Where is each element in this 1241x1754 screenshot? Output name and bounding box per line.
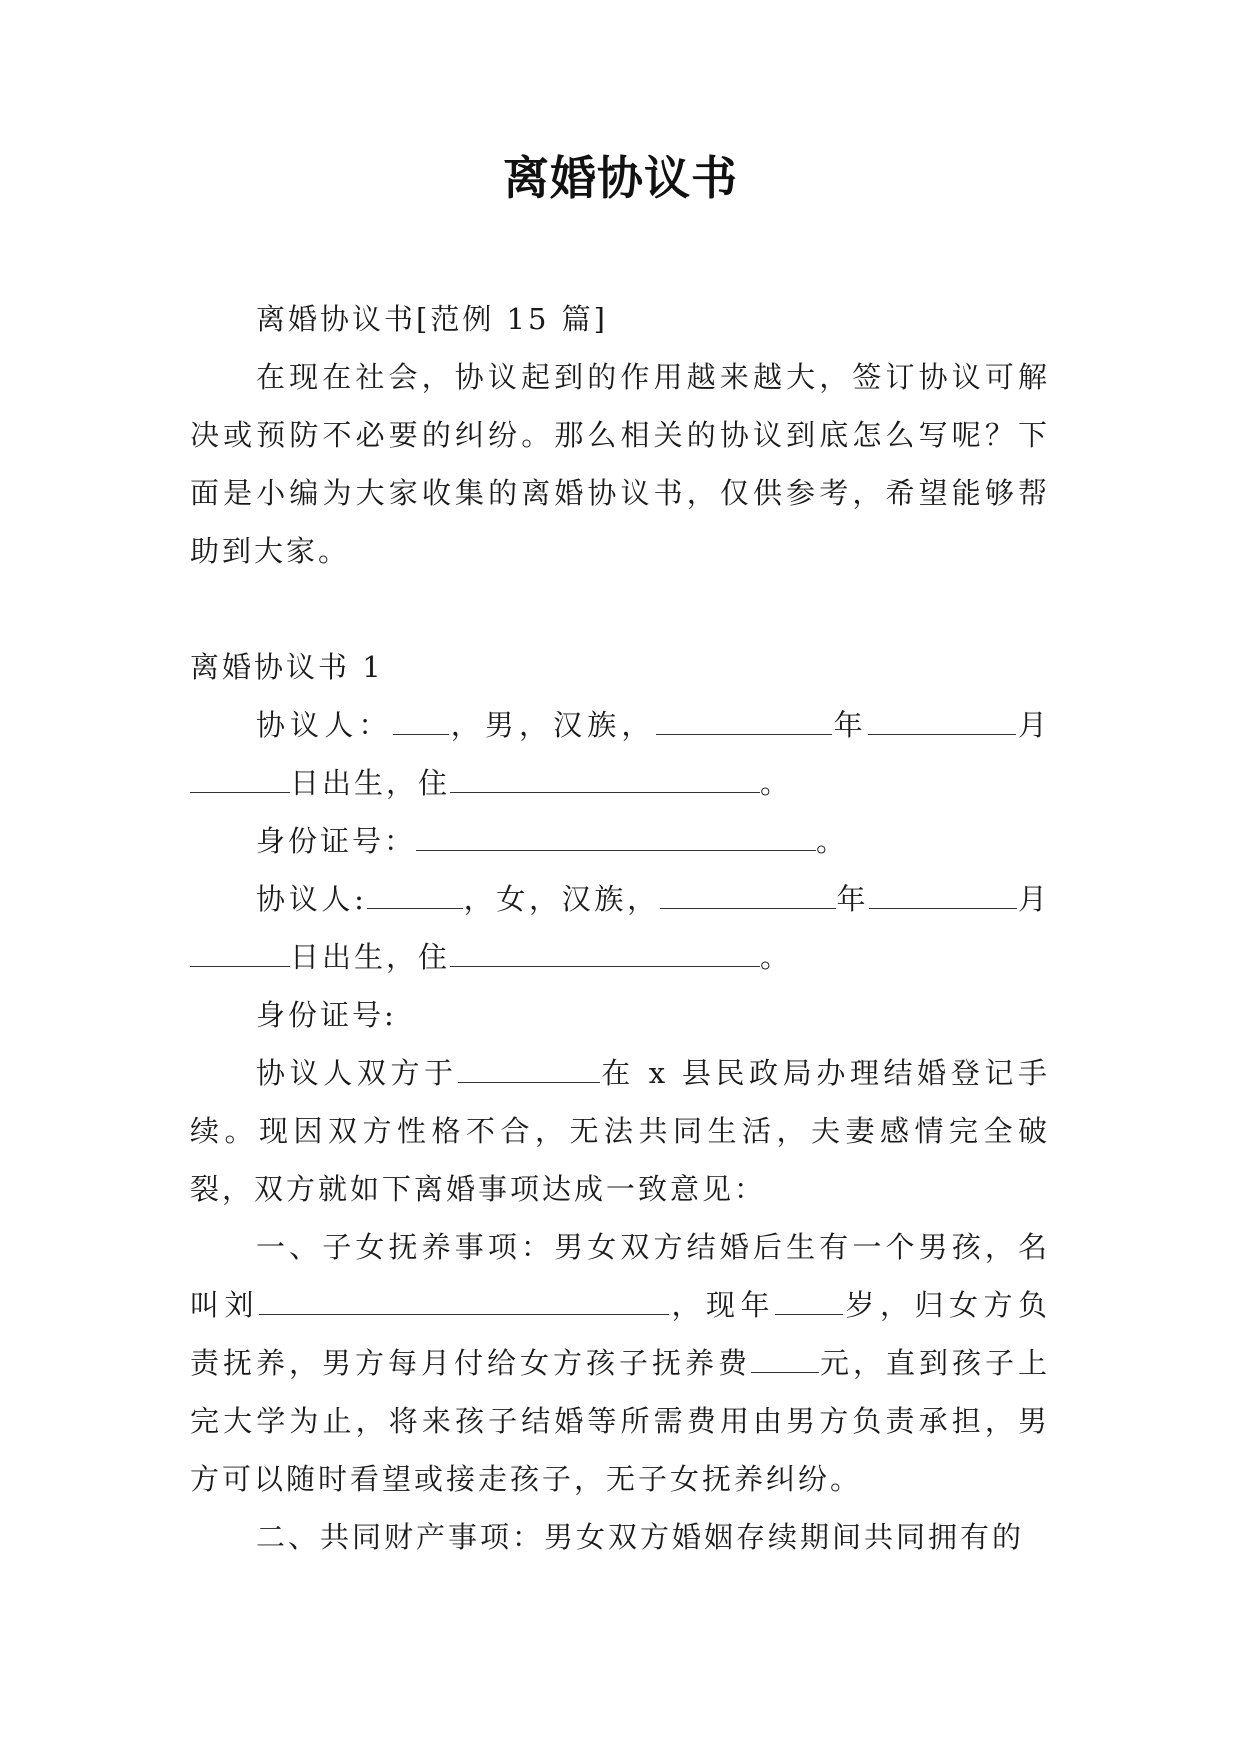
section-heading: 离婚协议书 1: [190, 650, 384, 684]
document-body: [190, 290, 1050, 1566]
party1-name-blank: [393, 710, 449, 735]
party1-end: 。: [760, 766, 793, 800]
party1-month-label: 月: [1015, 708, 1050, 742]
intro-paragraph: 在现在社会，协议起到的作用越来越大，签订协议可解决或预防不必要的纠纷。那么相关的协议到底怎么写呢？下面是小编为大家收集的离婚协议书，仅供参考，希望能够帮助到大家。: [190, 360, 1050, 568]
party1-birth-label: 日出生，住: [290, 766, 451, 800]
clause1-text-c: 岁，归女方负责抚养，男方每月付给女方孩子抚养费: [190, 1288, 1050, 1380]
marriage-text-a: 协议人双方于: [256, 1056, 458, 1090]
party2-name-blank: [367, 884, 463, 909]
party2-birth-label: 日出生，住: [290, 940, 451, 974]
party1-year-label: 年: [831, 708, 868, 742]
id1-paragraph: [190, 812, 1050, 870]
child-name-blank: [259, 1290, 669, 1315]
clause2-text-a: 二、共同财产事项：男女双方婚姻存续期间共同拥有的: [256, 1520, 1025, 1554]
party2-end: 。: [760, 940, 793, 974]
party1-year-blank: [656, 710, 832, 735]
party2-gender: ，女，汉族，: [462, 882, 660, 916]
party2-address-blank: [450, 942, 760, 967]
id1-label: 身份证号：: [256, 824, 417, 858]
party2-label: 协议人:: [256, 882, 367, 916]
marriage-text-b: 在 x 县民政局办理结婚登记手续。现因双方性格不合，无法共同生活，夫妻感情完全破裂，双方就如下离婚事项达成一致意见：: [190, 1056, 1050, 1206]
clause1-text-d: 元，直到孩子上完大学为止，将来孩子结婚等所需费用由男方负责承担，男方可以随时看望或接走孩子，无子女抚养纠纷。: [190, 1346, 1050, 1496]
party2-year-label: 年: [835, 882, 870, 916]
party2-paragraph: [190, 870, 1050, 986]
child-age-blank: [775, 1290, 843, 1315]
marriage-paragraph: [190, 1044, 1050, 1218]
document-title: 离婚协议书: [503, 151, 738, 205]
party1-gender: ，男，汉族，: [448, 708, 656, 742]
party2-day-blank: [190, 942, 290, 967]
party1-day-blank: [190, 768, 290, 793]
id2-label: 身份证号:: [256, 998, 397, 1032]
id1-end: 。: [816, 824, 849, 858]
clause1-paragraph: [190, 1218, 1050, 1508]
subtitle-line: 离婚协议书[范例 15 篇]: [256, 302, 608, 336]
party2-month-label: 月: [1017, 882, 1050, 916]
clause1-text-a: 一、子女抚养事项：男女双方结婚后生有一个男孩，名叫刘: [190, 1230, 1050, 1322]
party2-year-blank: [660, 884, 836, 909]
party2-month-blank: [869, 884, 1017, 909]
party1-paragraph: [190, 696, 1050, 812]
support-amount-blank: [751, 1348, 819, 1373]
paragraph-gap: [190, 580, 1050, 638]
id2-paragraph: [190, 986, 1050, 1044]
marriage-date-blank: [458, 1058, 600, 1083]
id1-blank: [416, 826, 816, 851]
party1-label: 协议人：: [256, 708, 393, 742]
party1-address-blank: [450, 768, 760, 793]
clause1-text-b: ，现年: [669, 1288, 775, 1322]
clause2-paragraph: [190, 1508, 1050, 1566]
party1-month-blank: [868, 710, 1016, 735]
